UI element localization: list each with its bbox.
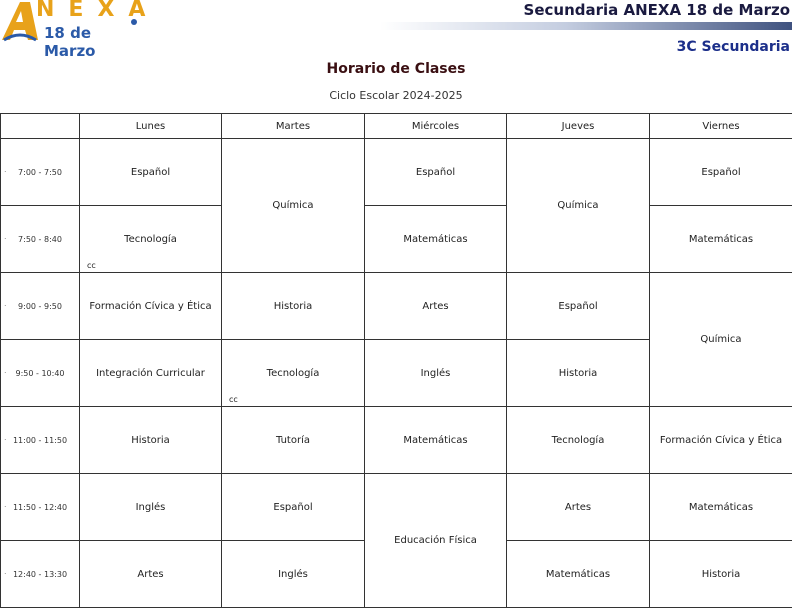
class-cell: Español (650, 139, 792, 206)
class-note: cc (87, 261, 96, 270)
class-cell: Historia (80, 407, 222, 474)
class-cell: Tutoría (222, 407, 365, 474)
class-cell: Integración Curricular (80, 340, 222, 407)
page-title: Horario de Clases (326, 61, 466, 77)
class-cell: Artes (365, 273, 507, 340)
table-row (1, 139, 792, 206)
time-slot: · 9:50 - 10:40 (1, 340, 80, 407)
class-cell: Español (507, 273, 650, 340)
page-subtitle: Ciclo Escolar 2024-2025 (329, 89, 463, 102)
group-name: 3C Secundaria (676, 39, 790, 55)
time-slot: · 7:00 - 7:50 (1, 139, 80, 206)
class-cell: Historia (507, 340, 650, 407)
bullet-icon: · (4, 167, 7, 177)
class-cell: Historia (222, 273, 365, 340)
time-slot: · 11:00 - 11:50 (1, 407, 80, 474)
class-cell: Español (80, 139, 222, 206)
class-note: cc (229, 395, 238, 404)
class-cell: Química (507, 139, 650, 273)
class-cell: Formación Cívica y Ética (650, 407, 792, 474)
class-cell: Historia (650, 541, 792, 608)
bullet-icon: · (4, 502, 7, 512)
class-cell: Tecnología cc (222, 340, 365, 407)
class-cell: Matemáticas (650, 206, 792, 273)
class-cell: Química (650, 273, 792, 407)
class-cell: Inglés (365, 340, 507, 407)
table-row (1, 474, 792, 541)
class-cell: Química (222, 139, 365, 273)
class-cell: Educación Física (365, 474, 507, 608)
day-header-lunes: Lunes (80, 114, 222, 139)
class-cell: Matemáticas (650, 474, 792, 541)
class-cell: Español (365, 139, 507, 206)
day-header-viernes: Viernes (650, 114, 792, 139)
day-header-jueves: Jueves (507, 114, 650, 139)
table-row (1, 407, 792, 474)
time-slot: · 11:50 - 12:40 (1, 474, 80, 541)
bullet-icon: · (4, 435, 7, 445)
header-rule (380, 22, 792, 30)
class-cell: Tecnología (507, 407, 650, 474)
header-row (1, 114, 792, 139)
day-header-miercoles: Miércoles (365, 114, 507, 139)
class-cell: Tecnología cc (80, 206, 222, 273)
bullet-icon: · (4, 301, 7, 311)
class-cell: Inglés (222, 541, 365, 608)
table-row (1, 206, 792, 273)
bullet-icon: · (4, 234, 7, 244)
school-name: Secundaria ANEXA 18 de Marzo (523, 1, 790, 19)
schedule-table (0, 113, 792, 608)
class-cell: Artes (80, 541, 222, 608)
class-cell: Matemáticas (365, 407, 507, 474)
school-logo (0, 0, 160, 60)
class-cell: Matemáticas (507, 541, 650, 608)
table-row (1, 273, 792, 340)
time-slot: · 12:40 - 13:30 (1, 541, 80, 608)
class-cell: Artes (507, 474, 650, 541)
class-cell: Formación Cívica y Ética (80, 273, 222, 340)
time-slot: · 7:50 - 8:40 (1, 206, 80, 273)
bullet-icon: · (4, 368, 7, 378)
day-header-martes: Martes (222, 114, 365, 139)
class-cell: Inglés (80, 474, 222, 541)
time-slot: · 9:00 - 9:50 (1, 273, 80, 340)
bullet-icon: · (4, 569, 7, 579)
logo-word: NEXA (36, 0, 160, 22)
class-cell: Español (222, 474, 365, 541)
logo-subtitle: 18 de Marzo (44, 24, 96, 60)
corner-cell (1, 114, 80, 139)
class-cell: Matemáticas (365, 206, 507, 273)
